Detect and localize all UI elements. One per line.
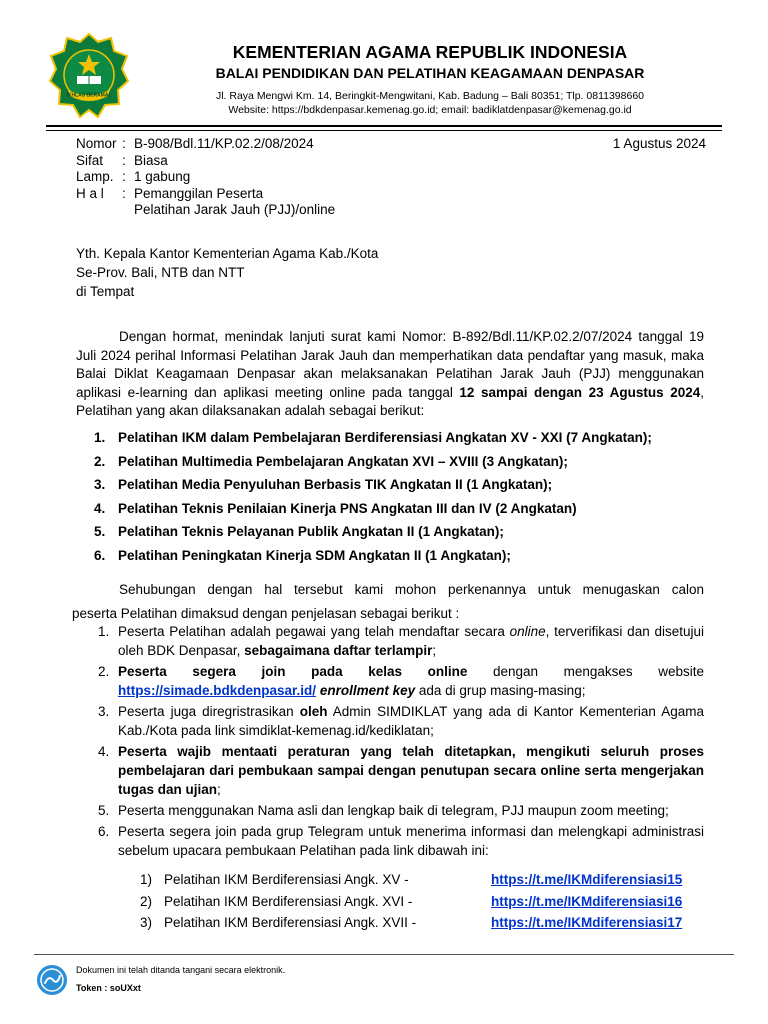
kemenag-logo	[48, 32, 130, 122]
colon: :	[122, 136, 126, 151]
list-number: 5.	[94, 524, 106, 539]
text-run: Peserta juga diregristrasikan	[118, 704, 300, 719]
list-number: 6.	[98, 824, 110, 839]
meta-nomor	[76, 136, 335, 153]
list-item	[98, 662, 704, 700]
requirement-text	[118, 702, 704, 740]
list-item	[94, 454, 734, 478]
footer-rule	[34, 954, 734, 955]
sifat-value: Biasa	[134, 152, 168, 168]
program-title: Pelatihan Media Penyuluhan Berbasis TIK Angkatan II (1 Angkatan);	[118, 477, 553, 492]
meta-sifat	[76, 153, 335, 170]
requirements-list	[98, 622, 704, 862]
text-run: Peserta Pelatihan adalah pegawai yang telah mendaftar secara	[118, 624, 510, 639]
list-item	[98, 622, 704, 660]
program-title: Pelatihan IKM dalam Pembelajaran Berdiferensiasi Angkatan XV - XXI (7 Angkatan);	[118, 430, 652, 445]
hal-value	[134, 186, 335, 219]
requirement-text	[118, 742, 704, 799]
list-number: 2.	[94, 453, 106, 469]
text-run-bold: sebagaimana daftar terlampir	[244, 643, 433, 658]
requirement-text	[118, 662, 704, 700]
text-run-bold: Peserta wajib mentaati peraturan yang telah ditetapkan, mengikuti seluruh proses pembelajaran dari pembukaan sampai dengan penutupan secara online serta mengerjakan tugas dan ujian	[118, 744, 704, 797]
recipient-line: Se-Prov. Bali, NTB dan NTT	[76, 265, 245, 280]
request-line-2: peserta Pelatihan dimaksud dengan penjelasan sebagai berikut :	[72, 606, 460, 621]
nomor-value: B-908/Bdl.11/KP.02.2/08/2024	[134, 136, 314, 151]
text-run: Admin SIMDIKLAT yang ada di Kantor Kementerian Agama Kab./Kota pada link simdiklat-kemenag.id/kediklatan;	[118, 704, 705, 738]
org-address	[150, 89, 710, 117]
contact-line: Website: https://bdkdenpasar.kemenag.go.id; email: badiklatdenpasar@kemenag.go.id	[228, 104, 632, 116]
list-number: 4.	[98, 744, 110, 759]
list-number: 1.	[94, 430, 106, 445]
list-item	[94, 430, 734, 454]
text-run-bold: oleh	[299, 704, 328, 719]
meta-hal	[76, 186, 335, 219]
list-number: 5.	[98, 803, 110, 818]
para-text: Dengan hormat, menindak lanjuti surat kami Nomor: B-892/Bdl.11/KP.02.2/07/2024 tanggal 19 Juli 2024 perihal Informasi Pelatihan Jarak Jauh dan memperhatikan data pendaftar yang masuk, maka Balai Diklat Keagamaan Denpasar akan melaksanakan Pelatihan Jarak Jauh (PJJ) menggunakan aplikasi e-learning dan aplikasi meeting online pada tanggal	[76, 329, 704, 400]
request-paragraph	[72, 578, 704, 626]
sifat-label: Sifat	[76, 152, 104, 168]
text-run: dengan mengakses website	[467, 664, 704, 679]
footer-token: Token : soUXxt	[76, 983, 141, 993]
list-number: 1.	[98, 624, 110, 639]
text-run: , terverifikasi dan disetujui oleh BDK Denpasar,	[118, 624, 704, 658]
list-item	[140, 869, 700, 891]
list-number: 3.	[98, 704, 110, 719]
list-number: 6.	[94, 547, 106, 563]
requirement-text: Peserta menggunakan Nama asli dan lengkap baik di telegram, PJJ maupun zoom meeting;	[118, 803, 669, 818]
requirement-text	[118, 622, 704, 660]
list-item	[98, 742, 704, 799]
list-item	[94, 548, 734, 572]
recipient-block	[76, 244, 378, 301]
telegram-link[interactable]: https://t.me/IKMdiferensiasi16	[491, 893, 683, 909]
program-title: Pelatihan Multimedia Pembelajaran Angkatan XVI – XVIII (3 Angkatan);	[118, 453, 568, 469]
list-item	[98, 801, 704, 820]
hal-label: H a l	[76, 185, 104, 201]
para-date-range: 12 sampai dengan 23 Agustus 2024	[459, 384, 701, 400]
telegram-label: Pelatihan IKM Berdiferensiasi Angk. XVII -	[164, 915, 417, 930]
telegram-label: Pelatihan IKM Berdiferensiasi Angk. XVI -	[164, 893, 413, 909]
list-item	[140, 891, 700, 913]
text-run: ;	[217, 782, 221, 797]
e-signature-badge-icon	[36, 964, 68, 996]
header-rule-thin	[46, 130, 722, 131]
address-line: Jl. Raya Mengwi Km. 14, Beringkit-Mengwitani, Kab. Badung – Bali 80351; Tlp. 0811398660	[215, 90, 645, 102]
program-title: Pelatihan Peningkatan Kinerja SDM Angkatan II (1 Angkatan);	[118, 547, 511, 563]
lamp-value: 1 gabung	[134, 169, 191, 184]
logo-text: IKHLAS BERAMAL	[66, 92, 112, 99]
hal-line-2: Pelatihan Jarak Jauh (PJJ)/online	[134, 202, 336, 217]
footer-note: Dokumen ini telah ditanda tangani secara elektronik.	[76, 965, 286, 975]
list-number: 2)	[140, 893, 153, 909]
letter-meta	[76, 136, 335, 219]
telegram-link[interactable]: https://t.me/IKMdiferensiasi17	[491, 915, 683, 930]
opening-paragraph	[76, 328, 704, 421]
hal-line-1: Pemanggilan Peserta	[134, 185, 264, 201]
recipient-line: di Tempat	[76, 284, 135, 299]
list-item	[94, 524, 734, 548]
list-item	[98, 822, 704, 860]
request-line-1: Sehubungan dengan hal tersebut kami mohon perkenannya untuk menugaskan calon	[119, 582, 704, 597]
text-run: ;	[432, 643, 437, 658]
para-tail: , Pelatihan yang akan dilaksanakan adalah sebagai berikut:	[76, 384, 704, 418]
recipient-line: Yth. Kepala Kantor Kementerian Agama Kab./Kota	[76, 246, 379, 261]
simade-link[interactable]: https://simade.bdkdenpasar.id/	[118, 683, 317, 698]
program-list	[94, 430, 734, 571]
text-run-bold-italic: enrollment key	[319, 683, 416, 698]
list-number: 3)	[140, 915, 153, 930]
list-number: 2.	[98, 664, 110, 679]
list-item	[94, 477, 734, 501]
telegram-link[interactable]: https://t.me/IKMdiferensiasi15	[491, 872, 683, 887]
list-number: 1)	[140, 872, 153, 887]
requirement-text: Peserta segera join pada grup Telegram untuk menerima informasi dan melengkapi administrasi sebelum upacara pembukaan Pelatihan pada link dibawah ini:	[118, 824, 704, 858]
colon: :	[122, 169, 126, 184]
org-name: KEMENTERIAN AGAMA REPUBLIK INDONESIA	[232, 42, 628, 62]
program-title: Pelatihan Teknis Penilaian Kinerja PNS Angkatan III dan IV (2 Angkatan)	[118, 500, 577, 516]
lamp-label: Lamp.	[76, 169, 114, 184]
nomor-label: Nomor	[76, 136, 117, 151]
list-number: 4.	[94, 500, 106, 516]
text-run-italic: online	[509, 624, 546, 639]
org-unit: BALAI PENDIDIKAN DAN PELATIHAN KEAGAMAAN DENPASAR	[215, 65, 645, 81]
text-run-bold: Peserta segera join pada kelas online	[118, 664, 468, 679]
list-item	[140, 912, 700, 934]
header-rule-thick	[46, 125, 722, 127]
list-item	[94, 501, 734, 525]
telegram-label: Pelatihan IKM Berdiferensiasi Angk. XV -	[164, 872, 409, 887]
colon: :	[122, 185, 126, 201]
list-number: 3.	[94, 477, 106, 492]
meta-lamp	[76, 169, 335, 186]
letter-date: 1 Agustus 2024	[612, 136, 706, 151]
colon: :	[122, 152, 126, 168]
list-item	[98, 702, 704, 740]
text-run: ada di grup masing-masing;	[415, 683, 586, 698]
program-title: Pelatihan Teknis Pelayanan Publik Angkatan II (1 Angkatan);	[118, 524, 504, 539]
telegram-links	[140, 869, 700, 934]
